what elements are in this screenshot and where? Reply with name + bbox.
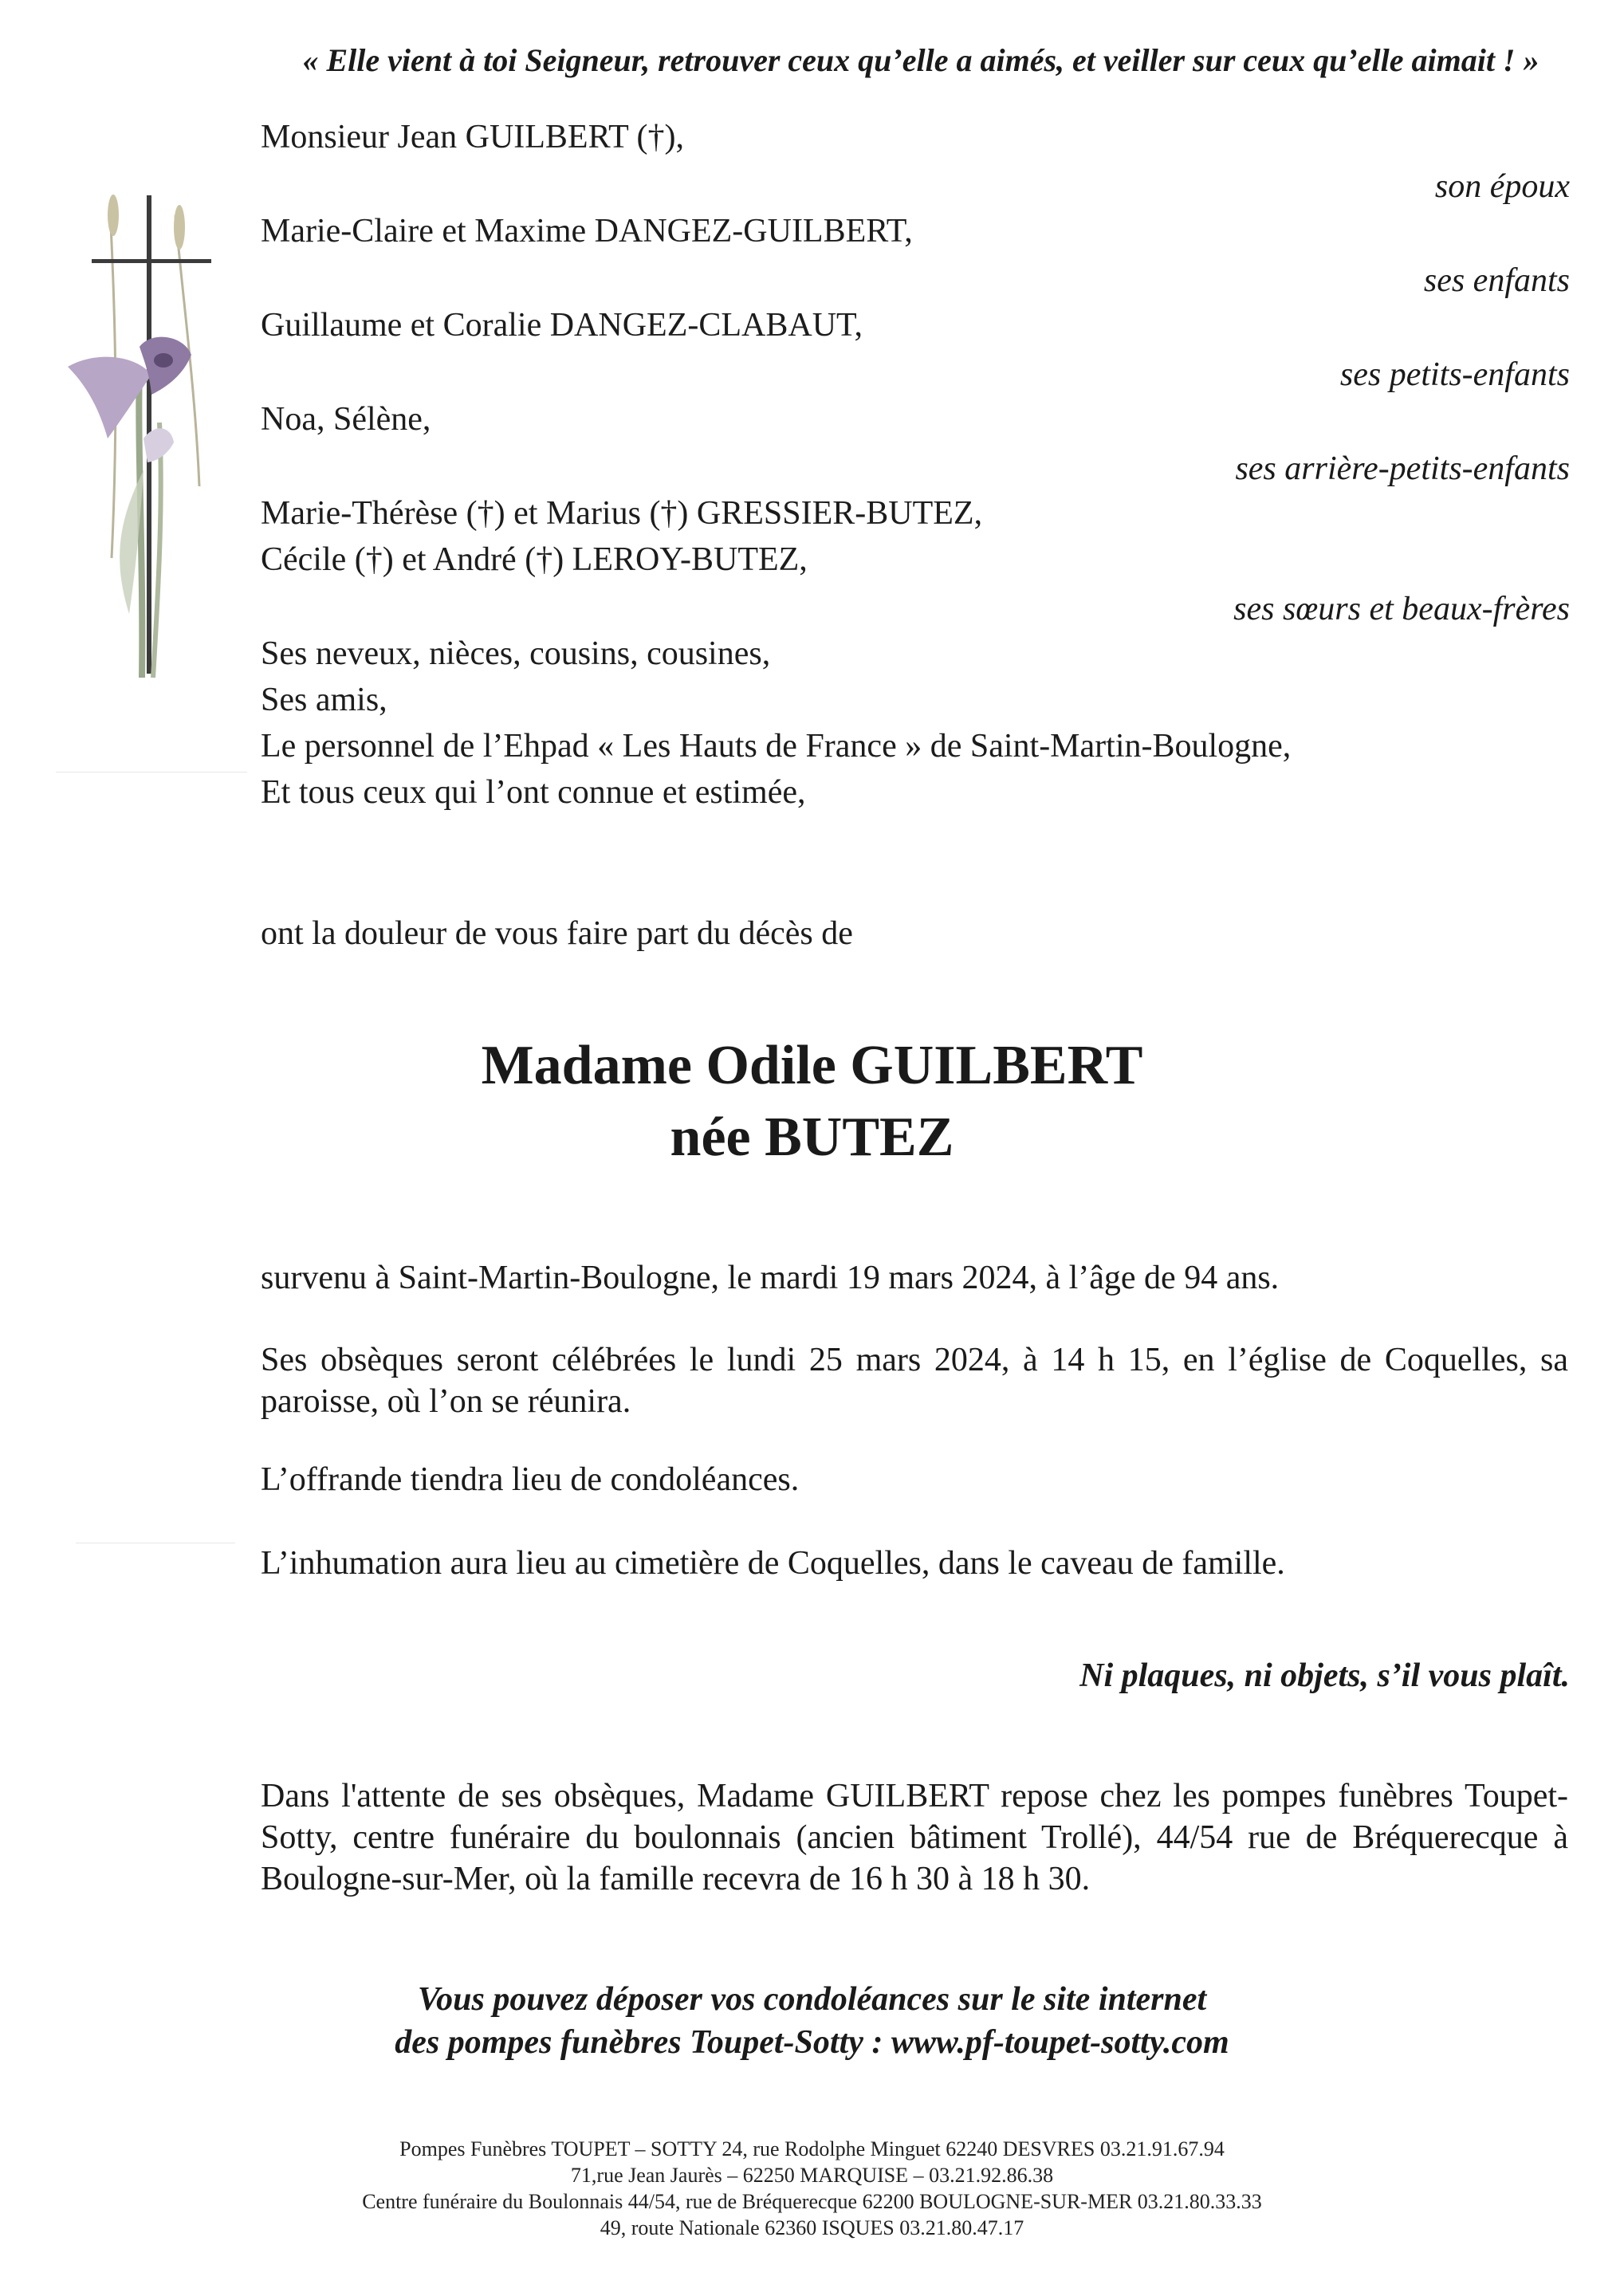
cross-horizontal-icon — [92, 259, 211, 263]
footer-line: 49, route Nationale 62360 ISQUES 03.21.80.47.17 — [600, 2216, 1024, 2239]
wheat-ear-icon — [174, 205, 185, 250]
deceased-birth-name: née BUTEZ — [670, 1107, 954, 1168]
family-grandchildren: Guillaume et Coralie DANGEZ-CLABAUT, — [261, 307, 863, 344]
footer-line: Pompes Funèbres TOUPET – SOTTY 24, rue Rodolphe Minguet 62240 DESVRES 03.21.91.67.94 — [399, 2137, 1225, 2160]
viewing-details: Dans l'attente de ses obsèques, Madame GUILBERT repose chez les pompes funèbres Toupet-Sotty, centre funéraire du boulonnais (ancien bâtiment Trollé), 44/54 rue de Bréquerecque à Boulogne-sur-Mer, où la famille recevra de 16 h 30 à 18 h 30. — [261, 1778, 1568, 1897]
family-spouse: Monsieur Jean GUILBERT (†), — [261, 119, 684, 155]
deceased-name: Madame Odile GUILBERT — [481, 1035, 1143, 1096]
wheat-ear-icon — [108, 195, 119, 236]
death-details: survenu à Saint-Martin-Boulogne, le mardi 19 mars 2024, à l’âge de 94 ans. — [261, 1260, 1280, 1296]
relation-siblings: ses sœurs et beaux-frères — [1233, 591, 1570, 627]
family-others-3: Le personnel de l’Ehpad « Les Hauts de France » de Saint-Martin-Boulogne, — [261, 728, 1292, 765]
divider — [56, 772, 247, 773]
family-great-grandchildren: Noa, Sélène, — [261, 401, 431, 438]
family-others-4: Et tous ceux qui l’ont connue et estimée, — [261, 774, 806, 811]
relation-spouse: son époux — [1434, 168, 1570, 205]
burial-details: L’inhumation aura lieu au cimetière de Coquelles, dans le caveau de famille. — [261, 1545, 1285, 1582]
lily-stem-icon — [153, 423, 161, 678]
announcement: ont la douleur de vous faire part du décès de — [261, 915, 853, 952]
footer-line: Centre funéraire du Boulonnais 44/54, rue de Bréquerecque 62200 BOULOGNE-SUR-MER 03.21.80.33.33 — [362, 2190, 1262, 2213]
footer-line: 71,rue Jean Jaurès – 62250 MARQUISE – 03.21.92.86.38 — [570, 2164, 1054, 2187]
relation-grandchildren: ses petits-enfants — [1339, 356, 1570, 393]
epigraph: « Elle vient à toi Seigneur, retrouver ceux qu’elle a aimés, et veiller sur ceux qu’elle aimait ! » — [302, 42, 1539, 78]
no-plaques-note: Ni plaques, ni objets, s’il vous plaît. — [1079, 1657, 1570, 1694]
relation-great-grandchildren: ses arrière-petits-enfants — [1235, 450, 1570, 487]
family-siblings-1: Marie-Thérèse (†) et Marius (†) GRESSIER-BUTEZ, — [261, 495, 983, 532]
funeral-details: Ses obsèques seront célébrées le lundi 25 mars 2024, à 14 h 15, en l’église de Coquelles, sa paroisse, où l’on se réunira. — [261, 1342, 1568, 1420]
calla-lily-throat-icon — [154, 353, 173, 368]
offering-note: L’offrande tiendra lieu de condoléances. — [261, 1461, 800, 1498]
relation-children: ses enfants — [1423, 262, 1570, 299]
family-children: Marie-Claire et Maxime DANGEZ-GUILBERT, — [261, 213, 913, 250]
cross-lily-illustration — [64, 183, 255, 694]
family-siblings-2: Cécile (†) et André (†) LEROY-BUTEZ, — [261, 541, 808, 578]
family-others-2: Ses amis, — [261, 682, 387, 718]
family-others-1: Ses neveux, nièces, cousins, cousines, — [261, 635, 771, 672]
website-note-line1: Vous pouvez déposer vos condoléances sur le site internet — [417, 1981, 1207, 2018]
website-note-line2: des pompes funèbres Toupet-Sotty : www.pf-toupet-sotty.com — [395, 2024, 1229, 2061]
